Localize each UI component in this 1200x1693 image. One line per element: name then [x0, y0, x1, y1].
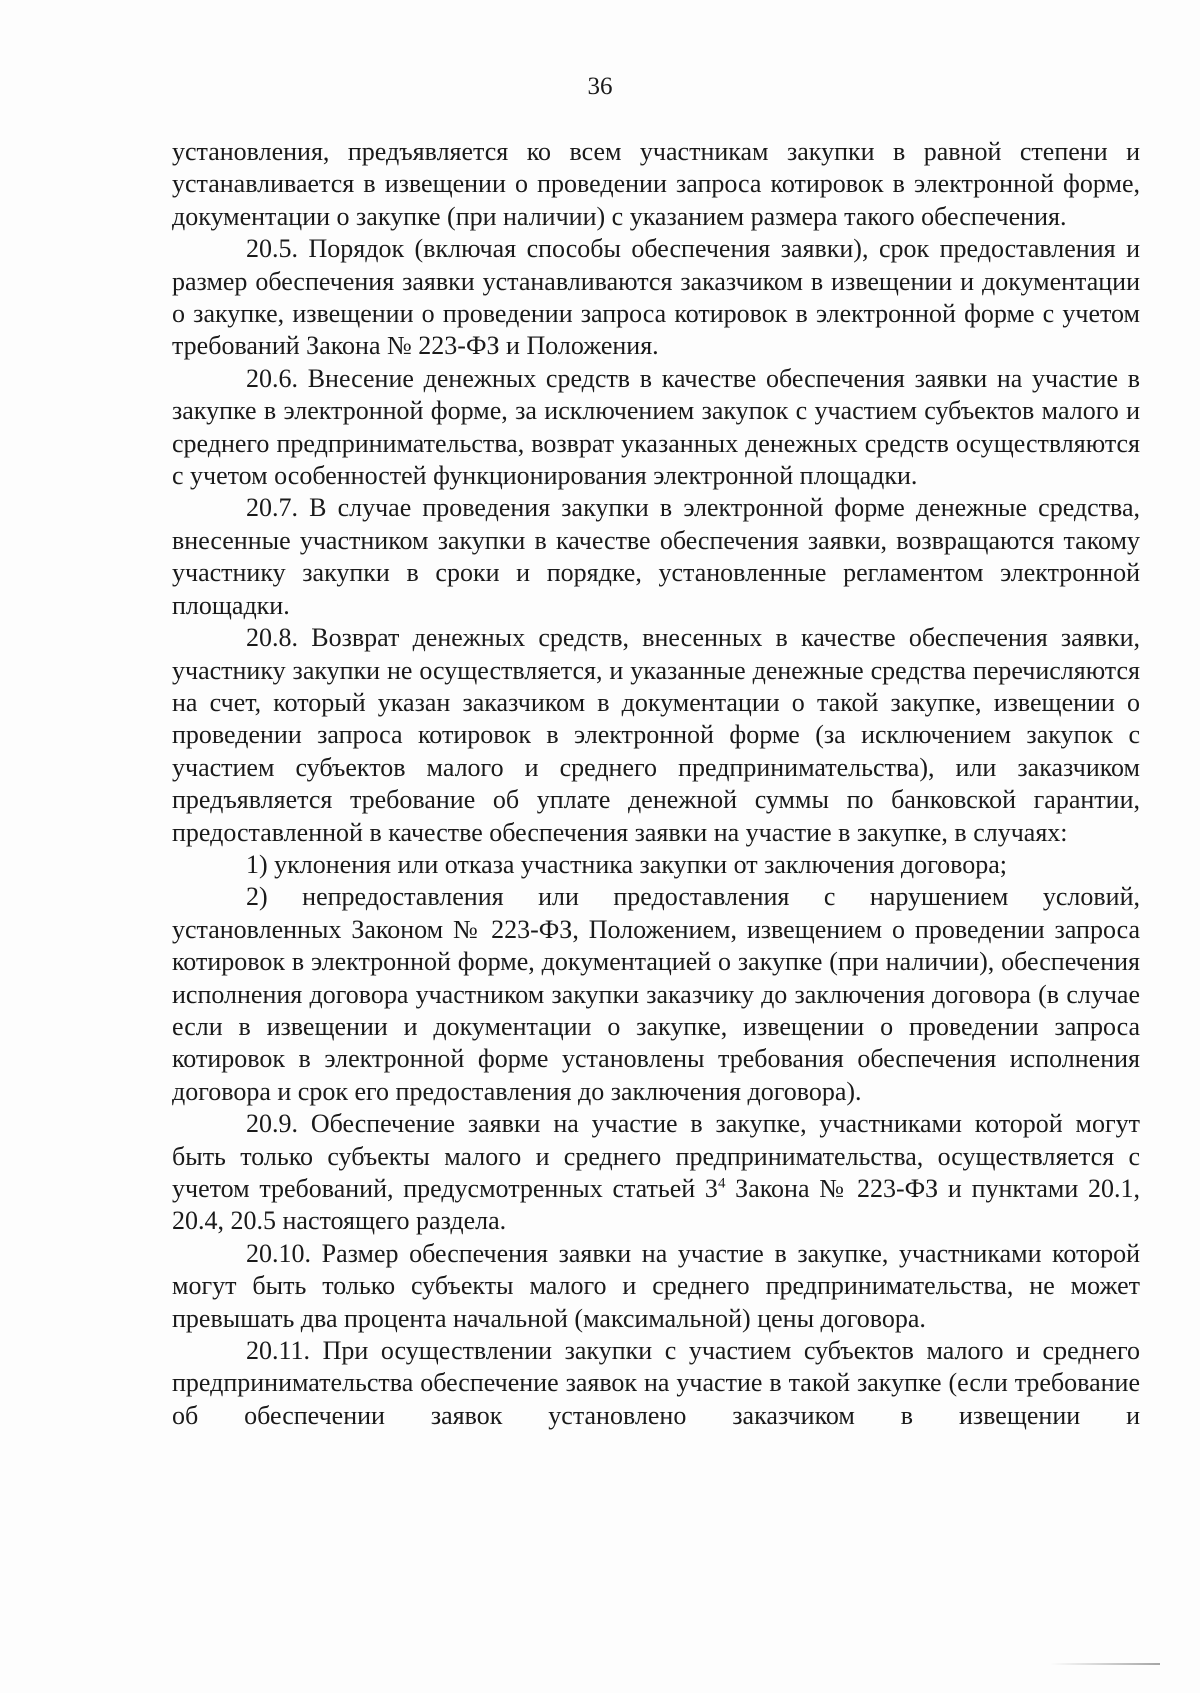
paragraph-20-11: 20.11. При осуществлении закупки с участием субъектов малого и среднего предпринимательства обеспечение заявок на участие в такой закупке (если требование об обеспечении заявок установлено заказчиком в извещении и: [172, 1336, 1140, 1430]
paragraph-20-8: 20.8. Возврат денежных средств, внесенных в качестве обеспечения заявки, участнику закупки не осуществляется, и указанные денежные средства перечисляются на счет, который указан заказчиком в документации о такой закупке, извещении о проведении запроса котировок в электронной форме (за исключением закупок с участием субъектов малого и среднего предпринимательства), или заказчиком предъявляется требование об уплате денежной суммы по банковской гарантии, предоставленной в качестве обеспечения заявки на участие в закупке, в случаях:: [172, 623, 1140, 847]
paragraph-20-9-text: 20.9. Обеспечение заявки на участие в закупке, участниками которой могут быть только субъекты малого и среднего предпринимательства, осуществляется с учетом требований, предусмотренных статьей 3: [172, 1109, 1140, 1203]
paragraph-continuation: установления, предъявляется ко всем участникам закупки в равной степени и устанавливается в извещении о проведении запроса котировок в электронной форме, документации о закупке (при наличии) с указанием размера такого обеспечения.: [172, 137, 1140, 231]
list-item-2: 2) непредоставления или предоставления с нарушением условий, установленных Законом № 223-ФЗ, Положением, извещением о проведении запроса котировок в электронной форме, документацией о закупке (при наличии), обеспечения исполнения договора участником закупки заказчику до заключения договора (в случае если в извещении и документации о закупке, извещении о проведении запроса котировок в электронной форме установлены требования обеспечения исполнения договора и срок его предоставления до заключения договора).: [172, 882, 1140, 1106]
scan-artifact-line: [1050, 1663, 1160, 1665]
paragraph-20-6: 20.6. Внесение денежных средств в качестве обеспечения заявки на участие в закупке в электронной форме, за исключением закупок с участием субъектов малого и среднего предпринимательства, возврат указанных денежных средств осуществляются с учетом особенностей функционирования электронной площадки.: [172, 363, 1140, 491]
superscript-article-number: 4: [717, 1175, 726, 1192]
document-body: [172, 136, 1140, 1432]
paragraph-20-9-text-end: Закона № 223-ФЗ и пунктами 20.1, 20.4, 20.5 настоящего раздела.: [172, 1174, 1140, 1236]
page-number: 36: [587, 73, 613, 100]
list-item-1: 1) уклонения или отказа участника закупки от заключения договора;: [246, 849, 1007, 879]
paragraph-20-7: 20.7. В случае проведения закупки в электронной форме денежные средства, внесенные участником закупки в качестве обеспечения заявки, возвращаются такому участнику закупки в сроки и порядке, установленные регламентом электронной площадки.: [172, 493, 1140, 620]
paragraph-20-10: 20.10. Размер обеспечения заявки на участие в закупке, участниками которой могут быть только субъекты малого и среднего предпринимательства, не может превышать два процента начальной (максимальной) цены договора.: [172, 1238, 1140, 1333]
paragraph-20-9: [172, 1108, 1140, 1238]
paragraph-20-5: 20.5. Порядок (включая способы обеспечения заявки), срок предоставления и размер обеспечения заявки устанавливаются заказчиком в извещении и документации о закупке, извещении о проведении запроса котировок в электронной форме с учетом требований Закона № 223-ФЗ и Положения.: [172, 234, 1140, 361]
